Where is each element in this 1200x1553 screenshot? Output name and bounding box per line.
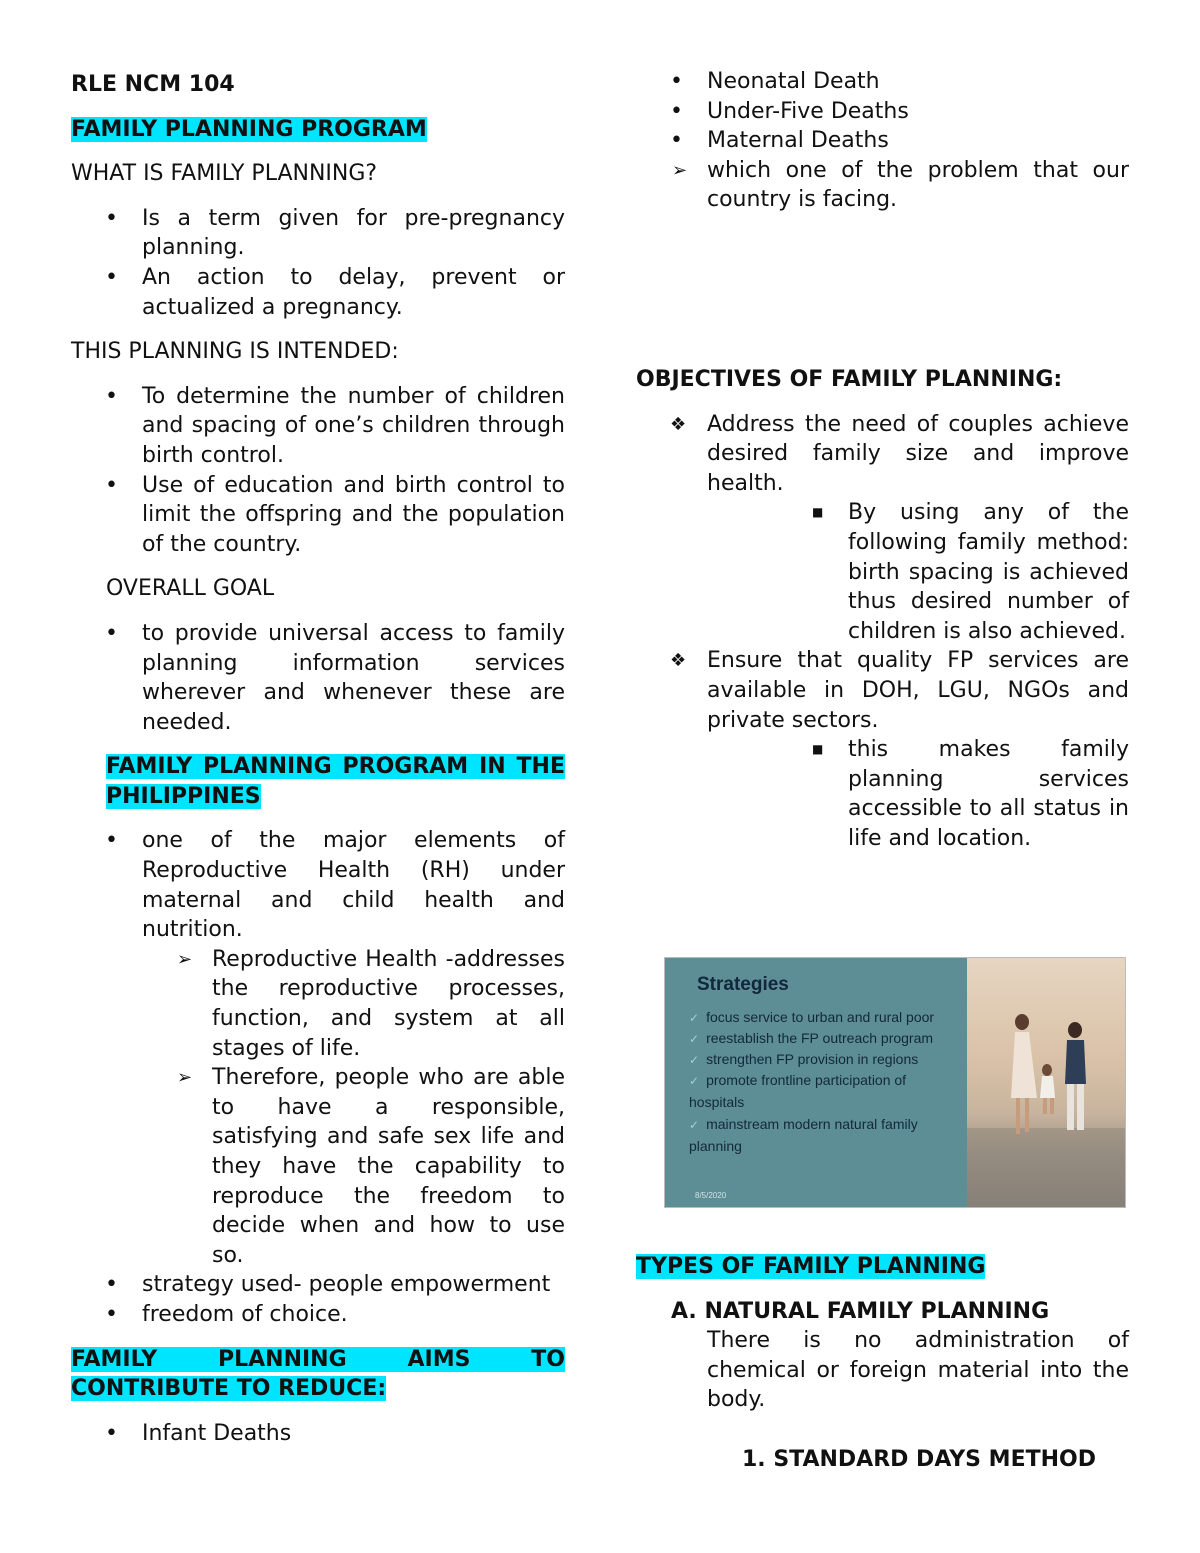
slide-item [689,1007,934,1029]
slide-item-text: focus service to urban and rural poor [706,1009,935,1025]
goal-list [71,619,565,737]
list-item [636,410,1129,499]
natural-text: There is no administration of chemical or foreign material into the body. [707,1328,1129,1413]
check-icon: ✓ [689,1118,700,1132]
arrow-icon: ➢ [672,159,688,181]
list-item: • To determine the number of children and spacing of one’s children through birth control. [71,382,565,471]
check-icon: ✓ [689,1011,700,1025]
check-icon: ✓ [689,1074,700,1088]
slide-item-text: strengthen FP provision in regions [706,1051,919,1067]
slide-item [689,1070,959,1113]
slide-date: 8/5/2020 [695,1191,727,1200]
aims-note: which one of the problem that our country is facing. [707,157,1129,213]
list-item [636,498,1129,646]
left-column [71,67,565,1448]
slide-item-text: promote frontline participation of hospitals [689,1072,907,1110]
list-item [636,156,1129,215]
what-is-heading: WHAT IS FAMILY PLANNING? [71,161,378,187]
intended-list [71,382,565,560]
intended-heading: THIS PLANNING IS INTENDED: [71,339,399,365]
objectives-heading: OBJECTIVES OF FAMILY PLANNING: [636,366,1063,392]
objective-text: Address the need of couples achieve desired family size and improve health. [707,411,1129,496]
slide-item [689,1028,933,1050]
list-item: • An action to delay, prevent or actualized a pregnancy. [71,263,565,322]
arrow-icon: ➢ [177,948,193,970]
sub-item-text: Therefore, people who are able to have a responsible, satisfying and safe sex life and they have the capability to reproduce the freedom to decide when and how to use so. [212,1065,565,1268]
list-item [636,735,1129,853]
list-item: • Under-Five Deaths [636,97,1129,127]
slide-item [689,1049,918,1071]
aims-heading: FAMILY PLANNING AIMS TO CONTRIBUTE TO REDUCE: [71,1346,565,1402]
philippines-heading: FAMILY PLANNING PROGRAM IN THE PHILIPPINES [106,754,565,809]
course-title: RLE NCM 104 [71,72,235,97]
list-item: • Maternal Deaths [636,126,1129,156]
slide-title: Strategies [697,974,789,995]
aims-heading-wrap [71,1345,565,1404]
philippines-list [71,826,565,1329]
list-item [71,1063,565,1270]
list-item: • to provide universal access to family planning information services wherever and whenever these are needed. [71,619,565,737]
square-bullet-icon: ■ [812,505,824,520]
arrow-icon: ➢ [177,1067,193,1089]
slide-item [689,1114,959,1157]
list-item [71,945,565,1063]
slide-item-text: reestablish the FP outreach program [706,1030,934,1046]
program-title: FAMILY PLANNING PROGRAM [71,116,427,142]
what-is-list [71,204,565,322]
list-item: • freedom of choice. [71,1300,565,1330]
list-item [636,646,1129,735]
check-icon: ✓ [689,1032,700,1046]
list-item: • Is a term given for pre-pregnancy planning. [71,204,565,263]
diamond-icon: ❖ [670,650,687,672]
list-item: • one of the major elements of Reproductive Health (RH) under maternal and child health and nutrition. [71,826,565,944]
aims-list-right [636,67,1129,215]
types-heading: TYPES OF FAMILY PLANNING [636,1254,986,1279]
slide-item-text: mainstream modern natural family planning [689,1116,918,1154]
philippines-heading-wrap [71,752,565,811]
goal-heading: OVERALL GOAL [106,576,275,602]
aims-list-left [71,1419,565,1449]
family-silhouette [967,958,1125,1207]
family-beach-photo [967,958,1125,1207]
strategies-slide-image [664,957,1126,1208]
right-column [636,67,1129,853]
square-bullet-icon: ■ [812,742,824,757]
objective-sub-text: By using any of the following family method: birth spacing is achieved thus desired number of children is also achieved. [848,500,1129,644]
natural-heading: A. NATURAL FAMILY PLANNING [671,1298,1050,1324]
list-item: • Use of education and birth control to limit the offspring and the population of the country. [71,471,565,560]
list-item: • strategy used- people empowerment [71,1270,565,1300]
objective-text: Ensure that quality FP services are available in DOH, LGU, NGOs and private sectors. [707,648,1129,733]
diamond-icon: ❖ [670,413,687,435]
check-icon: ✓ [689,1053,700,1067]
list-item: • Neonatal Death [636,67,1129,97]
method-heading: 1. STANDARD DAYS METHOD [742,1446,1096,1472]
types-section [636,1252,1129,1475]
objective-sub-text: this makes family planning services accessible to all status in life and location. [848,737,1129,851]
list-item: • Infant Deaths [71,1419,565,1449]
objectives-list [636,410,1129,854]
sub-item-text: Reproductive Health -addresses the reproductive processes, function, and system at all stages of life. [212,946,565,1061]
